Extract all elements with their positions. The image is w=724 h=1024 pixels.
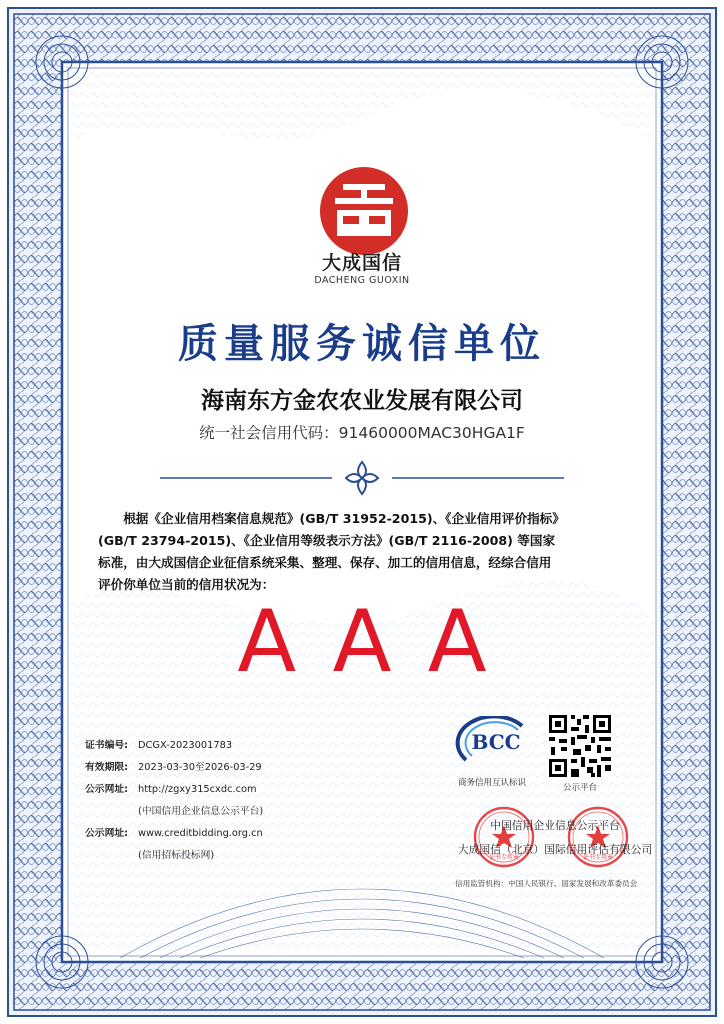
body-line-1: 根据《企业信用档案信息规范》(GB/T 31952-2015)、《企业信用评价指标》	[123, 511, 565, 526]
bcc-text: BCC	[471, 730, 521, 754]
certificate-body	[98, 508, 626, 596]
seal2-text: 证书专用章	[582, 854, 614, 861]
seal1-text: 证书专用章	[488, 854, 520, 861]
red-seal-icon	[566, 805, 630, 869]
issuer-company: 大成国信（北京）国际信用评估有限公司	[457, 843, 653, 856]
site1-row	[85, 781, 257, 795]
site1-url[interactable]: http://zgxy315cxdc.com	[138, 784, 257, 795]
cert-number-row	[85, 737, 232, 751]
validity-row	[85, 759, 262, 773]
issuer-platform: 中国信用企业信息公示平台	[490, 819, 620, 832]
credit-rating: AAA	[237, 592, 521, 692]
site1-note-row	[85, 803, 263, 817]
site2-url[interactable]: www.creditbidding.org.cn	[138, 828, 263, 839]
site2-row	[85, 825, 263, 839]
site1-note: (中国信用企业信息公示平台)	[138, 806, 264, 817]
brand-name-cn: 大成国信	[321, 252, 402, 274]
cert-number-label: 证书编号:	[85, 740, 129, 751]
certificate-title: 质量服务诚信单位	[178, 321, 546, 367]
validity-label: 有效期限:	[85, 762, 129, 773]
ornament-divider-icon	[160, 458, 564, 498]
body-line-2: (GB/T 23794-2015)、《企业信用等级表示方法》(GB/T 2116-2008) 等国家	[98, 533, 556, 548]
bcc-logo-icon	[452, 716, 534, 766]
supervision-note: 信用监管机构：中国人民银行、国家发展和改革委员会	[455, 879, 638, 888]
company-name: 海南东方金农农业发展有限公司	[201, 388, 523, 414]
body-line-4: 评价你单位当前的信用状况为：	[98, 577, 275, 592]
credit-code: 统一社会信用代码：91460000MAC30HGA1F	[199, 424, 525, 442]
qr-caption: 公示平台	[562, 783, 597, 793]
dacheng-seal-logo-icon	[318, 165, 410, 257]
site1-label: 公示网址:	[85, 784, 129, 795]
red-seal-icon	[472, 805, 536, 869]
bcc-caption: 商务信用互认标识	[457, 778, 526, 788]
site2-label: 公示网址:	[85, 828, 129, 839]
validity-period: 2023-03-30至2026-03-29	[138, 762, 262, 773]
body-line-3: 标准，由大成国信企业征信系统采集、整理、保存、加工的信用信息，经综合信用	[98, 555, 552, 570]
qr-code-icon[interactable]	[547, 713, 613, 779]
site2-note: (信用招标投标网)	[138, 850, 215, 861]
cert-number: DCGX-2023001783	[138, 740, 233, 751]
brand-name-en: DACHENG GUOXIN	[314, 275, 410, 286]
site2-note-row	[85, 847, 214, 861]
